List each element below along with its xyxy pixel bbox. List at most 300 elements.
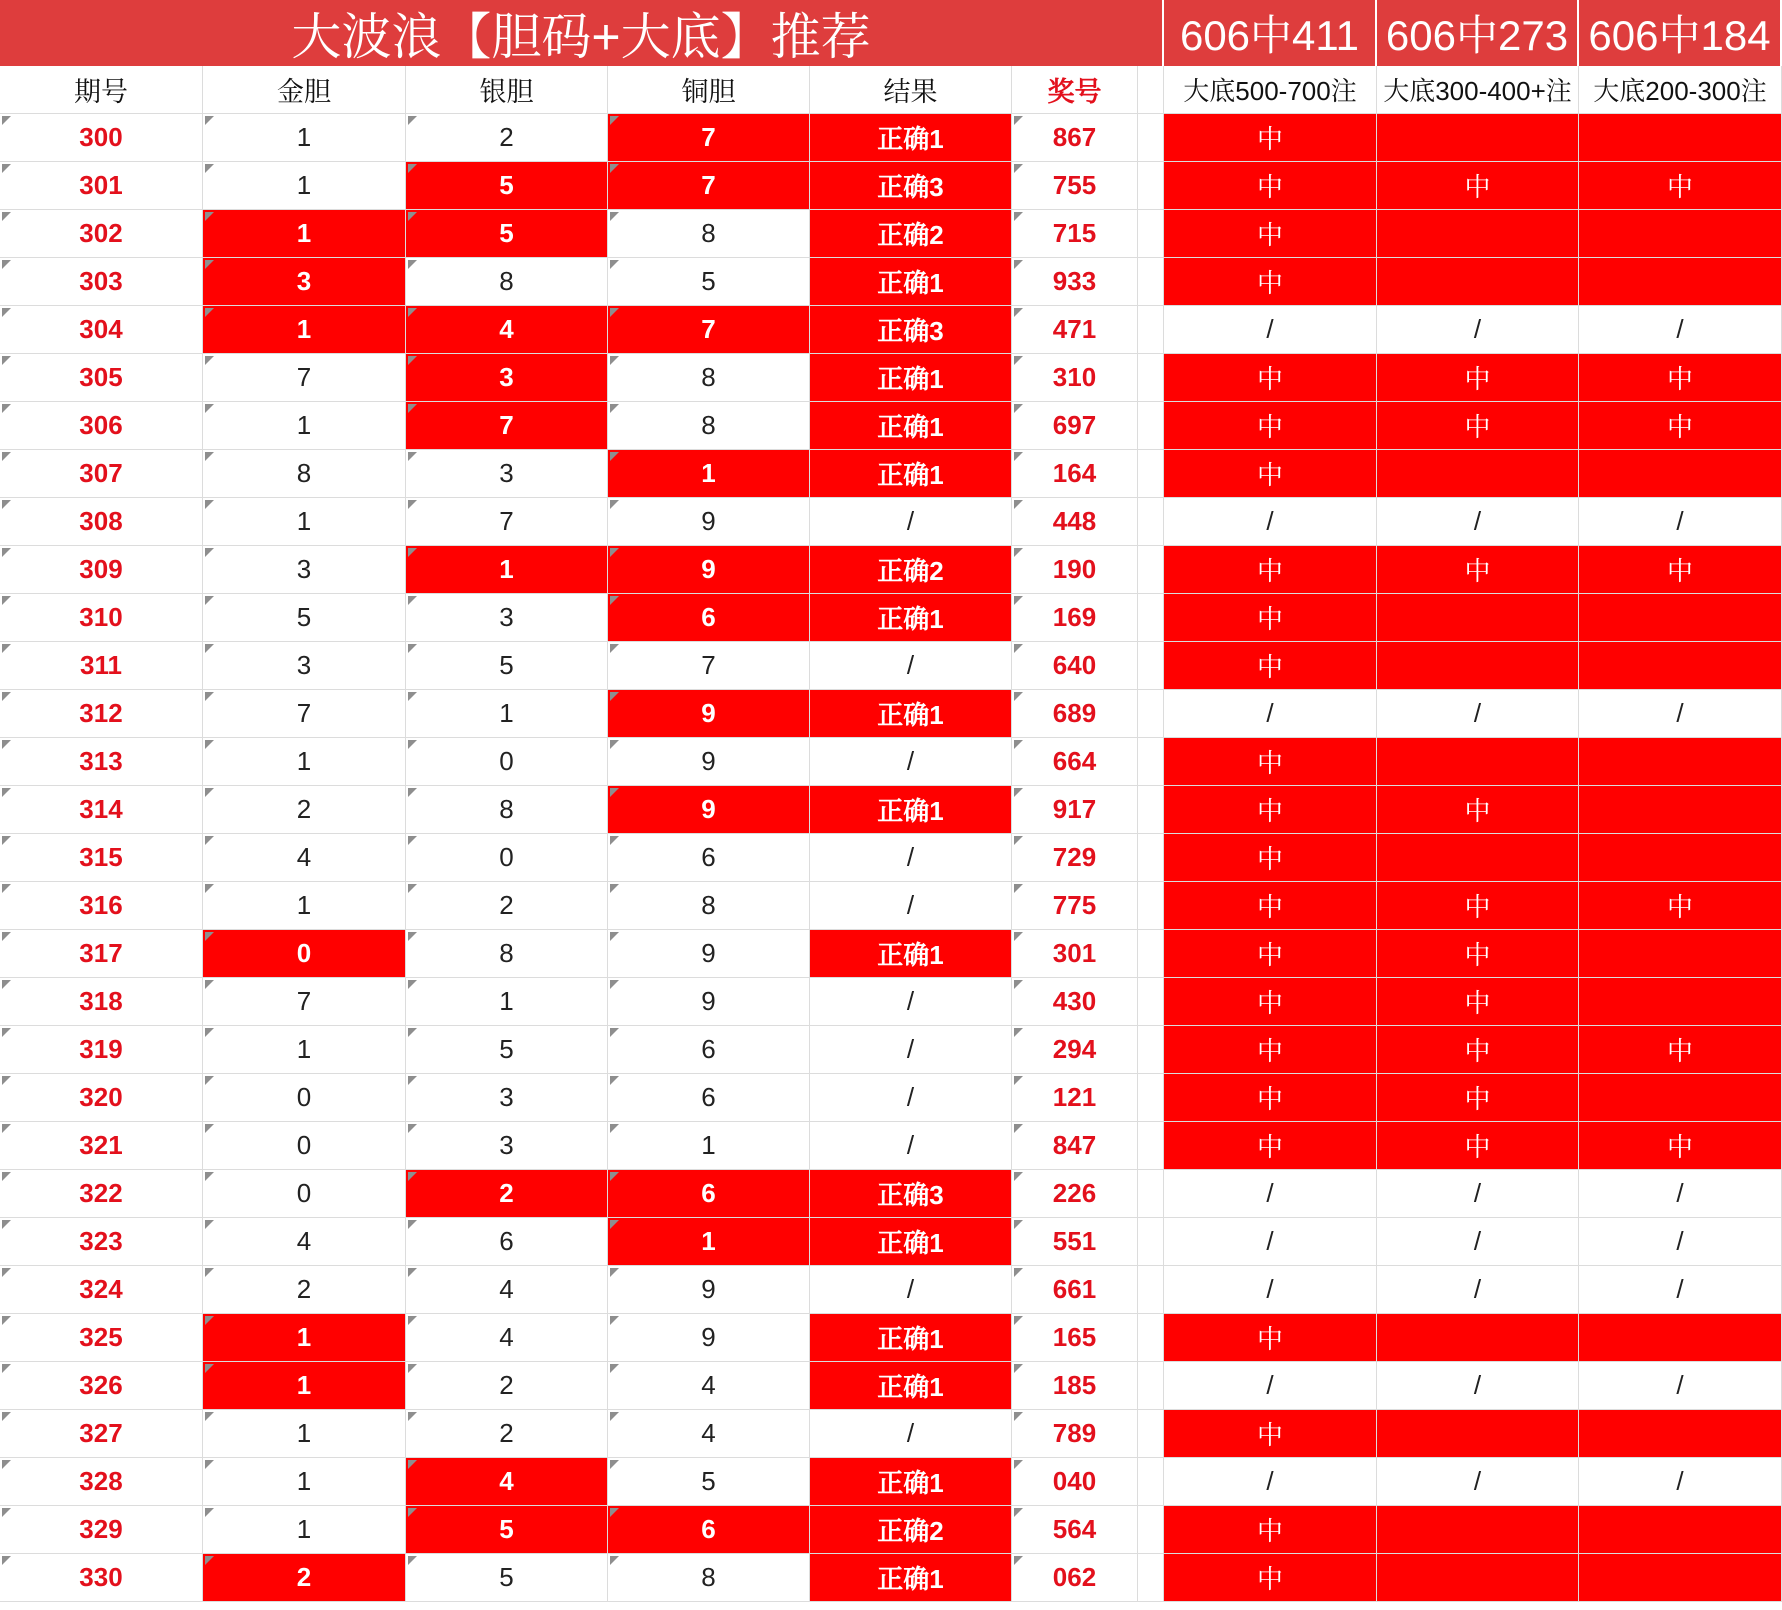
- issue-cell-text: 322: [79, 1178, 123, 1208]
- comment-marker-icon: [1014, 452, 1023, 461]
- comment-marker-icon: [2, 356, 11, 365]
- comment-marker-icon: [408, 1364, 417, 1373]
- comment-marker-icon: [1014, 1268, 1023, 1277]
- prize-cell: [1012, 402, 1138, 450]
- comment-marker-icon: [1014, 596, 1023, 605]
- gap-column: [1138, 450, 1164, 498]
- comment-marker-icon: [205, 1268, 214, 1277]
- gold-cell: [203, 1314, 406, 1362]
- comment-marker-icon: [1014, 1508, 1023, 1517]
- base-200-cell: [1579, 1074, 1782, 1122]
- gold-cell-text: 3: [296, 650, 312, 680]
- bronze-cell: [608, 1554, 810, 1602]
- base-300-cell: [1377, 450, 1579, 498]
- comment-marker-icon: [610, 164, 619, 173]
- base-500-cell: /: [1164, 1170, 1377, 1218]
- gap-column: [1138, 1314, 1164, 1362]
- bronze-cell-text: 9: [701, 1274, 716, 1304]
- bronze-cell: [608, 1074, 810, 1122]
- base-300-cell: 中: [1377, 162, 1579, 210]
- comment-marker-icon: [205, 1028, 214, 1037]
- issue-cell-text: 314: [79, 794, 123, 824]
- gap-column: [1138, 1026, 1164, 1074]
- result-cell: 正确2: [810, 210, 1012, 258]
- gold-cell: [203, 930, 406, 978]
- comment-marker-icon: [408, 932, 417, 941]
- bronze-cell: [608, 402, 810, 450]
- comment-marker-icon: [610, 500, 619, 509]
- header-base-200: 大底200-300注: [1579, 66, 1782, 114]
- prize-cell-text: 933: [1052, 266, 1097, 296]
- comment-marker-icon: [610, 1556, 619, 1565]
- silver-cell: [406, 1506, 608, 1554]
- bronze-cell: [608, 306, 810, 354]
- issue-cell-text: 308: [79, 506, 123, 536]
- issue-cell: [0, 1266, 203, 1314]
- base-500-cell: 中: [1164, 1074, 1377, 1122]
- comment-marker-icon: [610, 212, 619, 221]
- gold-cell: [203, 1362, 406, 1410]
- silver-cell: [406, 1554, 608, 1602]
- prize-cell-text: 430: [1052, 986, 1097, 1016]
- silver-cell: [406, 1170, 608, 1218]
- base-300-cell: 中: [1377, 546, 1579, 594]
- base-200-cell: 中: [1579, 882, 1782, 930]
- issue-cell: [0, 1314, 203, 1362]
- silver-cell: [406, 1218, 608, 1266]
- comment-marker-icon: [610, 1220, 619, 1229]
- comment-marker-icon: [1014, 1124, 1023, 1133]
- comment-marker-icon: [2, 1556, 11, 1565]
- issue-cell: [0, 1122, 203, 1170]
- gap-column: [1138, 1122, 1164, 1170]
- comment-marker-icon: [2, 1076, 11, 1085]
- result-cell: 正确1: [810, 114, 1012, 162]
- comment-marker-icon: [205, 836, 214, 845]
- base-500-cell: 中: [1164, 402, 1377, 450]
- comment-marker-icon: [1014, 1028, 1023, 1037]
- issue-cell-text: 303: [79, 266, 123, 296]
- silver-cell-text: 2: [499, 890, 514, 920]
- prize-cell: [1012, 834, 1138, 882]
- prize-cell-text: 169: [1052, 602, 1097, 632]
- bronze-cell-text: 1: [701, 1226, 716, 1256]
- prize-cell: [1012, 1362, 1138, 1410]
- base-300-cell: [1377, 1410, 1579, 1458]
- base-200-cell: 中: [1579, 546, 1782, 594]
- comment-marker-icon: [408, 1172, 417, 1181]
- silver-cell-text: 3: [499, 1082, 514, 1112]
- comment-marker-icon: [610, 404, 619, 413]
- comment-marker-icon: [1014, 356, 1023, 365]
- gold-cell-text: 2: [296, 1274, 312, 1304]
- issue-cell-text: 312: [79, 698, 123, 728]
- gap-column: [1138, 498, 1164, 546]
- bronze-cell: [608, 1266, 810, 1314]
- comment-marker-icon: [610, 932, 619, 941]
- table-row: [0, 354, 1782, 402]
- bronze-cell-text: 1: [701, 1130, 716, 1160]
- gold-cell: [203, 258, 406, 306]
- comment-marker-icon: [205, 1220, 214, 1229]
- table-row: [0, 1506, 1782, 1554]
- base-200-cell: [1579, 1506, 1782, 1554]
- base-300-cell: 中: [1377, 786, 1579, 834]
- issue-cell: [0, 114, 203, 162]
- comment-marker-icon: [2, 1364, 11, 1373]
- prize-cell: [1012, 1218, 1138, 1266]
- comment-marker-icon: [1014, 1316, 1023, 1325]
- prize-cell: [1012, 498, 1138, 546]
- result-cell: 正确1: [810, 1554, 1012, 1602]
- comment-marker-icon: [1014, 788, 1023, 797]
- prize-cell-text: 551: [1052, 1226, 1097, 1256]
- gold-cell: [203, 786, 406, 834]
- base-300-cell: /: [1377, 1218, 1579, 1266]
- base-200-cell: /: [1579, 1266, 1782, 1314]
- prize-cell-text: 917: [1052, 794, 1097, 824]
- gold-cell: [203, 1506, 406, 1554]
- result-cell: 正确2: [810, 546, 1012, 594]
- base-500-cell: 中: [1164, 738, 1377, 786]
- silver-cell: [406, 594, 608, 642]
- base-500-cell: 中: [1164, 882, 1377, 930]
- bronze-cell: [608, 450, 810, 498]
- table-row: [0, 1074, 1782, 1122]
- issue-cell-text: 318: [79, 986, 123, 1016]
- gap-column: [1138, 882, 1164, 930]
- comment-marker-icon: [408, 1220, 417, 1229]
- gold-cell: [203, 1266, 406, 1314]
- comment-marker-icon: [408, 260, 417, 269]
- prize-cell: [1012, 1170, 1138, 1218]
- prize-cell-text: 729: [1052, 842, 1097, 872]
- gold-cell: [203, 354, 406, 402]
- comment-marker-icon: [408, 644, 417, 653]
- silver-cell: [406, 114, 608, 162]
- comment-marker-icon: [205, 884, 214, 893]
- table-row: [0, 1218, 1782, 1266]
- comment-marker-icon: [1014, 164, 1023, 173]
- base-500-cell: 中: [1164, 450, 1377, 498]
- issue-cell-text: 307: [79, 458, 123, 488]
- bronze-cell-text: 8: [701, 890, 716, 920]
- gap-column: [1138, 786, 1164, 834]
- result-cell: /: [810, 738, 1012, 786]
- base-500-cell: 中: [1164, 546, 1377, 594]
- gold-cell: [203, 1170, 406, 1218]
- comment-marker-icon: [205, 1076, 214, 1085]
- comment-marker-icon: [2, 212, 11, 221]
- prize-cell: [1012, 594, 1138, 642]
- comment-marker-icon: [1014, 644, 1023, 653]
- silver-cell: [406, 306, 608, 354]
- silver-cell-text: 3: [499, 458, 514, 488]
- header-base-500: 大底500-700注: [1164, 66, 1377, 114]
- result-cell: 正确1: [810, 1218, 1012, 1266]
- sheet-title: 大波浪【胆码+大底】推荐: [0, 0, 1164, 66]
- comment-marker-icon: [408, 884, 417, 893]
- prize-cell-text: 062: [1052, 1562, 1097, 1592]
- bronze-cell: [608, 738, 810, 786]
- bronze-cell-text: 7: [701, 314, 716, 344]
- sub-title-273: 606中273: [1377, 0, 1579, 66]
- issue-cell-text: 321: [79, 1130, 123, 1160]
- base-300-cell: 中: [1377, 1074, 1579, 1122]
- silver-cell: [406, 258, 608, 306]
- bronze-cell-text: 1: [701, 458, 716, 488]
- base-200-cell: /: [1579, 498, 1782, 546]
- silver-cell: [406, 1266, 608, 1314]
- comment-marker-icon: [2, 596, 11, 605]
- comment-marker-icon: [610, 308, 619, 317]
- prize-cell: [1012, 690, 1138, 738]
- comment-marker-icon: [205, 500, 214, 509]
- comment-marker-icon: [205, 740, 214, 749]
- comment-marker-icon: [408, 980, 417, 989]
- base-500-cell: /: [1164, 1458, 1377, 1506]
- gap-column: [1138, 1074, 1164, 1122]
- table-row: [0, 402, 1782, 450]
- base-300-cell: /: [1377, 1362, 1579, 1410]
- bronze-cell: [608, 1170, 810, 1218]
- base-200-cell: [1579, 1410, 1782, 1458]
- bronze-cell: [608, 1362, 810, 1410]
- result-cell: /: [810, 1266, 1012, 1314]
- comment-marker-icon: [408, 452, 417, 461]
- issue-cell: [0, 882, 203, 930]
- base-200-cell: [1579, 114, 1782, 162]
- comment-marker-icon: [205, 1124, 214, 1133]
- comment-marker-icon: [2, 260, 11, 269]
- gap-column: [1138, 1458, 1164, 1506]
- base-200-cell: 中: [1579, 1026, 1782, 1074]
- comment-marker-icon: [205, 1316, 214, 1325]
- gold-cell-text: 4: [296, 842, 312, 872]
- prize-cell: [1012, 354, 1138, 402]
- table-row: [0, 1314, 1782, 1362]
- issue-cell: [0, 594, 203, 642]
- comment-marker-icon: [408, 1508, 417, 1517]
- result-cell: 正确1: [810, 1314, 1012, 1362]
- issue-cell: [0, 162, 203, 210]
- gap-column: [1138, 402, 1164, 450]
- silver-cell-text: 7: [499, 506, 514, 536]
- comment-marker-icon: [1014, 212, 1023, 221]
- comment-marker-icon: [408, 836, 417, 845]
- base-200-cell: 中: [1579, 402, 1782, 450]
- silver-cell-text: 0: [499, 842, 514, 872]
- silver-cell-text: 5: [499, 218, 514, 248]
- bronze-cell: [608, 930, 810, 978]
- base-500-cell: 中: [1164, 210, 1377, 258]
- prize-cell-text: 448: [1052, 506, 1097, 536]
- comment-marker-icon: [205, 1172, 214, 1181]
- bronze-cell: [608, 1218, 810, 1266]
- result-cell: 正确1: [810, 786, 1012, 834]
- bronze-cell: [608, 786, 810, 834]
- bronze-cell-text: 9: [701, 986, 716, 1016]
- silver-cell-text: 5: [499, 1514, 514, 1544]
- result-cell: 正确3: [810, 1170, 1012, 1218]
- table-row: [0, 1266, 1782, 1314]
- comment-marker-icon: [408, 1556, 417, 1565]
- comment-marker-icon: [2, 1124, 11, 1133]
- silver-cell-text: 1: [499, 698, 514, 728]
- bronze-cell-text: 6: [701, 1034, 716, 1064]
- comment-marker-icon: [408, 1316, 417, 1325]
- base-200-cell: [1579, 786, 1782, 834]
- base-500-cell: 中: [1164, 1122, 1377, 1170]
- comment-marker-icon: [2, 884, 11, 893]
- table-row: [0, 1122, 1782, 1170]
- gold-cell: [203, 210, 406, 258]
- bronze-cell-text: 6: [701, 602, 716, 632]
- base-200-cell: [1579, 738, 1782, 786]
- issue-cell-text: 316: [79, 890, 123, 920]
- bronze-cell: [608, 1122, 810, 1170]
- issue-cell: [0, 1026, 203, 1074]
- table-row: [0, 258, 1782, 306]
- issue-cell: [0, 786, 203, 834]
- issue-cell: [0, 1458, 203, 1506]
- prize-cell-text: 640: [1052, 650, 1097, 680]
- base-300-cell: /: [1377, 1266, 1579, 1314]
- base-300-cell: [1377, 114, 1579, 162]
- table-row: [0, 210, 1782, 258]
- comment-marker-icon: [408, 692, 417, 701]
- comment-marker-icon: [2, 500, 11, 509]
- base-300-cell: /: [1377, 498, 1579, 546]
- silver-cell: [406, 882, 608, 930]
- gold-cell: [203, 1410, 406, 1458]
- table-row: [0, 1170, 1782, 1218]
- table-row: [0, 1026, 1782, 1074]
- bronze-cell: [608, 1314, 810, 1362]
- bronze-cell-text: 6: [701, 1514, 716, 1544]
- silver-cell: [406, 1314, 608, 1362]
- sub-title-184: 606中184: [1579, 0, 1782, 66]
- issue-cell-text: 330: [79, 1562, 123, 1592]
- result-cell: 正确3: [810, 162, 1012, 210]
- prize-cell-text: 121: [1052, 1082, 1097, 1112]
- result-cell: /: [810, 834, 1012, 882]
- gold-cell-text: 1: [296, 170, 312, 200]
- gap-column: [1138, 354, 1164, 402]
- silver-cell-text: 1: [499, 986, 514, 1016]
- table-row: [0, 834, 1782, 882]
- prize-cell: [1012, 1458, 1138, 1506]
- comment-marker-icon: [408, 596, 417, 605]
- table-row: [0, 1554, 1782, 1602]
- comment-marker-icon: [408, 1412, 417, 1421]
- gold-cell-text: 7: [296, 362, 312, 392]
- bronze-cell-text: 9: [701, 554, 716, 584]
- prize-cell: [1012, 642, 1138, 690]
- comment-marker-icon: [408, 548, 417, 557]
- result-cell: /: [810, 642, 1012, 690]
- issue-cell: [0, 1554, 203, 1602]
- silver-cell-text: 2: [499, 1178, 514, 1208]
- gold-cell-text: 0: [296, 1130, 312, 1160]
- silver-cell-text: 5: [499, 170, 514, 200]
- base-500-cell: /: [1164, 498, 1377, 546]
- base-500-cell: /: [1164, 1362, 1377, 1410]
- result-cell: 正确1: [810, 450, 1012, 498]
- comment-marker-icon: [1014, 1220, 1023, 1229]
- comment-marker-icon: [610, 980, 619, 989]
- silver-cell-text: 2: [499, 1370, 514, 1400]
- bronze-cell: [608, 642, 810, 690]
- gold-cell-text: 1: [296, 410, 312, 440]
- comment-marker-icon: [205, 116, 214, 125]
- gold-cell: [203, 594, 406, 642]
- silver-cell: [406, 162, 608, 210]
- base-300-cell: /: [1377, 1458, 1579, 1506]
- gap-column: [1138, 162, 1164, 210]
- base-500-cell: /: [1164, 690, 1377, 738]
- gap-column: [1138, 1362, 1164, 1410]
- silver-cell-text: 4: [499, 1274, 514, 1304]
- result-cell: 正确1: [810, 1362, 1012, 1410]
- comment-marker-icon: [205, 164, 214, 173]
- base-500-cell: 中: [1164, 834, 1377, 882]
- comment-marker-icon: [1014, 932, 1023, 941]
- comment-marker-icon: [1014, 692, 1023, 701]
- silver-cell-text: 8: [499, 938, 514, 968]
- bronze-cell: [608, 546, 810, 594]
- gold-cell-text: 8: [296, 458, 312, 488]
- comment-marker-icon: [205, 1556, 214, 1565]
- base-300-cell: 中: [1377, 354, 1579, 402]
- silver-cell-text: 4: [499, 1322, 514, 1352]
- prize-cell: [1012, 1506, 1138, 1554]
- comment-marker-icon: [2, 452, 11, 461]
- comment-marker-icon: [1014, 1460, 1023, 1469]
- gold-cell-text: 4: [296, 1226, 312, 1256]
- base-500-cell: 中: [1164, 786, 1377, 834]
- silver-cell: [406, 1074, 608, 1122]
- comment-marker-icon: [408, 308, 417, 317]
- gold-cell: [203, 1218, 406, 1266]
- comment-marker-icon: [205, 932, 214, 941]
- issue-cell: [0, 1170, 203, 1218]
- issue-cell-text: 301: [79, 170, 123, 200]
- prize-cell-text: 755: [1052, 170, 1097, 200]
- silver-cell: [406, 1458, 608, 1506]
- comment-marker-icon: [205, 980, 214, 989]
- issue-cell-text: 329: [79, 1514, 123, 1544]
- gold-cell-text: 7: [296, 986, 312, 1016]
- gap-column: [1138, 1266, 1164, 1314]
- comment-marker-icon: [2, 932, 11, 941]
- issue-cell-text: 327: [79, 1418, 123, 1448]
- base-300-cell: /: [1377, 306, 1579, 354]
- issue-cell: [0, 354, 203, 402]
- bronze-cell-text: 8: [701, 218, 716, 248]
- gold-cell: [203, 546, 406, 594]
- base-200-cell: 中: [1579, 162, 1782, 210]
- silver-cell-text: 4: [499, 1466, 514, 1496]
- base-200-cell: [1579, 210, 1782, 258]
- gold-cell: [203, 306, 406, 354]
- base-300-cell: [1377, 1554, 1579, 1602]
- comment-marker-icon: [1014, 740, 1023, 749]
- issue-cell-text: 328: [79, 1466, 123, 1496]
- gold-cell-text: 1: [296, 890, 312, 920]
- result-cell: 正确1: [810, 690, 1012, 738]
- issue-cell: [0, 1506, 203, 1554]
